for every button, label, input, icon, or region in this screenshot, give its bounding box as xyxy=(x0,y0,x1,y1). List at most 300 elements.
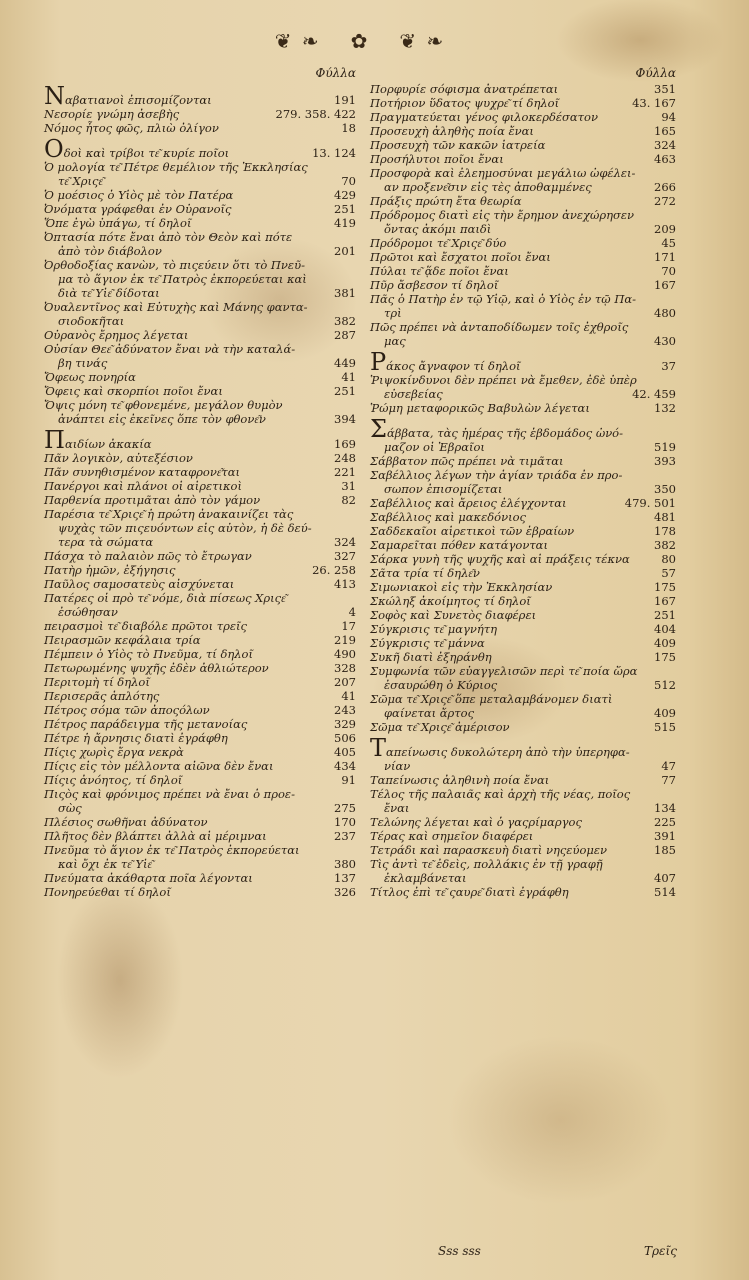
page-number: 170 xyxy=(334,815,356,829)
page-number: 419 xyxy=(334,216,356,230)
entry-text: Προσευχὴ τῶν κακῶν ἰατρεία xyxy=(370,138,546,152)
entry-text xyxy=(370,734,676,762)
entry-text: Πᾶς ὁ Πατὴρ ἐν τῷ Υἱῷ, καὶ ὁ Υἱὸς ἐν τῷ Πα- xyxy=(370,292,636,306)
section-initial: Τ xyxy=(370,734,387,762)
entry-text: Οὐσίαν Θεε͂ ἀδύνατον ἔναι νὰ τὴν καταλά- xyxy=(44,342,296,356)
page-number: 37 xyxy=(661,359,676,373)
page-number: 94 xyxy=(661,110,676,124)
page-number: 42. 459 xyxy=(632,387,676,401)
page-number: 326 xyxy=(334,885,356,899)
entry-text xyxy=(44,426,334,454)
index-entry xyxy=(370,524,676,538)
index-entry xyxy=(44,801,356,815)
index-entry xyxy=(44,356,356,370)
index-entry xyxy=(44,871,356,885)
index-entry xyxy=(44,703,356,717)
page-number: 41 xyxy=(341,689,356,703)
page-number: 512 xyxy=(654,678,676,692)
index-entry xyxy=(44,328,356,342)
index-entry xyxy=(370,580,676,594)
page-number: 80 xyxy=(661,552,676,566)
page-number: 393 xyxy=(654,454,676,468)
index-entry xyxy=(44,479,356,493)
entry-text: Τέλος τῆς παλαιᾶς καὶ ἀρχὴ τῆς νέας, ποῖος xyxy=(370,787,631,801)
page-number: 251 xyxy=(334,384,356,398)
entry-text: Πνεῦμα τὸ ἅγιον ἐκ τε͂ Πατρὸς ἐκπορεύεται xyxy=(44,843,300,857)
index-entry xyxy=(44,773,356,787)
page-number: 70 xyxy=(661,264,676,278)
entry-text: Νόμος ἦτος φῶς, πλιὼ ὀλίγον xyxy=(44,121,219,135)
index-entry xyxy=(370,110,676,124)
entry-text: Πορφυρίε σόφισμα ἀνατρέπεται xyxy=(370,82,559,96)
page-number: 167 xyxy=(654,594,676,608)
index-entry xyxy=(370,552,676,566)
page-number: 327 xyxy=(334,549,356,563)
index-entry xyxy=(44,675,356,689)
entry-text: αν προξενε͂σιν εἰς τὲς ἀποθαμμένες xyxy=(384,180,592,194)
entry-text-rest: άκος ἄγναφον τί δηλοῖ xyxy=(386,359,521,373)
page-number: 201 xyxy=(334,244,356,258)
entry-text: μας xyxy=(384,334,406,348)
page-number: 324 xyxy=(654,138,676,152)
page-number: 381 xyxy=(334,286,356,300)
entry-text: Ὁ μοέσιος ὁ Υἱὸς μὲ τὸν Πατέρα xyxy=(44,188,234,202)
entry-text: Σαδδεκαῖοι αἱρετικοὶ τῶν ἑβραίων xyxy=(370,524,575,538)
entry-text: Πειρασμῶν κεφάλαια τρία xyxy=(44,633,201,647)
page-number: 514 xyxy=(654,885,676,899)
entry-text xyxy=(44,135,312,163)
page-number: 405 xyxy=(334,745,356,759)
index-entry xyxy=(44,384,356,398)
index-entry xyxy=(370,773,676,787)
entry-text: Σάρκα γυνὴ τῆς ψυχῆς καὶ αἱ πράξεις τέκνα xyxy=(370,552,630,566)
page-number: 506 xyxy=(334,731,356,745)
index-entry xyxy=(44,535,356,549)
page-number: 324 xyxy=(334,535,356,549)
index-entry xyxy=(370,348,676,376)
entry-text-rest: άββατα, τὰς ἡμέρας τῆς ἑβδομάδος ὠνό- xyxy=(386,426,623,440)
entry-text xyxy=(370,415,676,443)
entry-text: Προσφορὰ καὶ ἐλεημοσύναι μεγάλιω ὠφέλει- xyxy=(370,166,636,180)
page-number: 165 xyxy=(654,124,676,138)
index-entry xyxy=(370,759,676,773)
entry-text: Πᾶν συνηθισμένον καταφρονε͂ται xyxy=(44,465,240,479)
index-entry xyxy=(44,300,356,314)
index-entry xyxy=(44,272,356,286)
page-number: 43. 167 xyxy=(632,96,676,110)
index-entry xyxy=(44,647,356,661)
index-entry xyxy=(370,208,676,222)
page-number: 41 xyxy=(341,370,356,384)
index-entry xyxy=(44,885,356,899)
entry-text: Πρόδρομοι τε͂ Χριςε͂ δύο xyxy=(370,236,507,250)
index-column-left xyxy=(44,64,356,899)
entry-text: Ὁ μολογία τε͂ Πέτρε θεμέλιον τῆς Ἐκκλησίας xyxy=(44,160,308,174)
index-entry xyxy=(44,121,356,135)
page-number: 175 xyxy=(654,580,676,594)
entry-text: Σύγκρισις τε͂ μαγνήτη xyxy=(370,622,498,636)
page-number: 272 xyxy=(654,194,676,208)
page-number: 407 xyxy=(654,871,676,885)
page-number: 47 xyxy=(661,759,676,773)
column-header: Φύλλα xyxy=(315,66,356,80)
entry-text: μα τὸ ἅγιον ἐκ τε͂ Πατρὸς ἐκπορεύεται καὶ xyxy=(58,272,307,286)
entry-text: Ὅπε ἐγὼ ὑπάγω, τί δηλοῖ xyxy=(44,216,192,230)
page-number: 350 xyxy=(654,482,676,496)
index-entry xyxy=(44,314,356,328)
index-entry xyxy=(44,521,356,535)
index-entry xyxy=(370,566,676,580)
ornament-right-icon: ❦ ❧ xyxy=(399,29,446,53)
index-entry xyxy=(44,493,356,507)
entry-text: Προσευχὴ ἀληθὴς ποία ἔναι xyxy=(370,124,534,138)
entry-text: Πῦρ ἄσβεσον τί δηλοῖ xyxy=(370,278,499,292)
entry-text: Νεσορίε γνώμη ἀσεβὴς xyxy=(44,107,180,121)
page-number: 519 xyxy=(654,440,676,454)
entry-text: Πρόδρομος διατὶ εἰς τὴν ἔρημον ἀνεχώρησεν xyxy=(370,208,635,222)
entry-text: Πλῆτος δὲν βλάπτει ἀλλὰ αἱ μέριμναι xyxy=(44,829,267,843)
entry-text: Περισερᾶς ἁπλότης xyxy=(44,689,160,703)
section-initial: Ν xyxy=(44,82,65,110)
entry-text: Πίςις χωρὶς ἔργα νεκρὰ xyxy=(44,745,184,759)
index-entry xyxy=(370,401,676,415)
index-entry xyxy=(370,815,676,829)
index-entry xyxy=(370,706,676,720)
entry-text: ἔναι xyxy=(384,801,410,815)
index-entry xyxy=(44,815,356,829)
entry-text: Σαβέλλιος καὶ μακεδόνιος xyxy=(370,510,526,524)
index-entry xyxy=(370,264,676,278)
index-entry xyxy=(44,605,356,619)
entry-text: Σῶμα τε͂ Χριςε͂ ἀμέρισον xyxy=(370,720,510,734)
page-number: 31 xyxy=(341,479,356,493)
page-number: 266 xyxy=(654,180,676,194)
entry-text: Πίςις εἰς τὸν μέλλοντα αἰῶνα δὲν ἔναι xyxy=(44,759,274,773)
index-entry xyxy=(44,857,356,871)
page-number: 479. 501 xyxy=(624,496,676,510)
page-number: 429 xyxy=(334,188,356,202)
page-number: 70 xyxy=(341,174,356,188)
index-entry xyxy=(44,370,356,384)
entry-text: Συμφωνία τῶν εὐαγγελισῶν περὶ τε͂ ποία ὥρα xyxy=(370,664,638,678)
page-number: 13. 124 xyxy=(312,146,356,160)
page-number: 171 xyxy=(654,250,676,264)
index-entry xyxy=(370,373,676,387)
index-entry xyxy=(44,107,356,121)
entry-text-rest: αιδίων ἀκακία xyxy=(64,437,152,451)
index-entry xyxy=(44,661,356,675)
entry-text-rest: απείνωσις δυκολώτερη ἀπὸ τὴν ὑπερηφα- xyxy=(386,745,630,759)
index-entry xyxy=(370,236,676,250)
section-initial: Ρ xyxy=(370,348,387,376)
entry-text: ἀνάπτει εἰς ἐκεῖνες ὅπε τὸν φθονε͂ν xyxy=(58,412,266,426)
entry-text: Σοφὸς καὶ Συνετὸς διαφέρει xyxy=(370,608,537,622)
entry-text: Ὀρθοδοξίας κανὼν, τὸ πιςεύειν ὅτι τὸ Πνεῦ- xyxy=(44,258,305,272)
entry-text: Προσήλυτοι ποῖοι ἔναι xyxy=(370,152,504,166)
page-number: 391 xyxy=(654,829,676,843)
entry-text: Ῥιψοκίνδυνοι δὲν πρέπει νὰ ἔμεθεν, ἐδὲ ὑπὲρ xyxy=(370,373,637,387)
entry-text: ἐκλαμβάνεται xyxy=(384,871,467,885)
page-number: 169 xyxy=(334,437,356,451)
index-entry xyxy=(370,180,676,194)
page-number: 481 xyxy=(654,510,676,524)
entry-text: νίαν xyxy=(384,759,411,773)
entry-text: Πνεύματα ἀκάθαρτα ποῖα λέγονται xyxy=(44,871,253,885)
entry-text: Ῥώμη μεταφορικῶς Βαβυλὼν λέγεται xyxy=(370,401,590,415)
entry-text: τρὶ xyxy=(384,306,402,320)
catchword: Τρεῖς xyxy=(644,1244,677,1258)
page-number: 237 xyxy=(334,829,356,843)
page-number: 515 xyxy=(654,720,676,734)
entry-text: Ὀυαλεντῖνος καὶ Εὐτυχὴς καὶ Μάνης φαντα- xyxy=(44,300,308,314)
index-entry xyxy=(44,689,356,703)
index-entry xyxy=(44,759,356,773)
index-entry xyxy=(370,166,676,180)
index-entry xyxy=(370,96,676,110)
entry-text: τερα τὰ σώματα xyxy=(58,535,154,549)
entry-text: Σιμωνιακοὶ εἰς τὴν Ἐκκλησίαν xyxy=(370,580,553,594)
page-number: 382 xyxy=(334,314,356,328)
index-entry xyxy=(370,801,676,815)
entry-text: ὄντας ἀκόμι παιδὶ xyxy=(384,222,492,236)
page-number: 404 xyxy=(654,622,676,636)
index-entry xyxy=(370,124,676,138)
index-entry xyxy=(44,549,356,563)
entry-text: διὰ τε͂ Υἱε͂ δίδοται xyxy=(58,286,160,300)
entry-list xyxy=(370,82,676,899)
entry-text-rest: αβατιανοὶ ἐπισομίζονται xyxy=(65,93,212,107)
index-entry xyxy=(370,857,676,871)
entry-text: Πλέσιος σωθῆναι ἀδύνατον xyxy=(44,815,208,829)
entry-text: Τίτλος ἐπὶ τε͂ ςαυρε͂ διατὶ ἐγράφθη xyxy=(370,885,569,899)
index-entry xyxy=(370,594,676,608)
entry-text: Σῶμα τε͂ Χριςε͂ ὅπε μεταλαμβάνομεν διατὶ xyxy=(370,692,613,706)
page-number: 91 xyxy=(341,773,356,787)
page-number: 480 xyxy=(654,306,676,320)
entry-text: Ταπείνωσις ἀληθινὴ ποία ἔναι xyxy=(370,773,550,787)
entry-text: Τέρας καὶ σημεῖον διαφέρει xyxy=(370,829,534,843)
page-number: 207 xyxy=(334,675,356,689)
page-number: 17 xyxy=(341,619,356,633)
entry-text: σὼς xyxy=(58,801,82,815)
entry-text: σιοδοκῆται xyxy=(58,314,125,328)
index-entry xyxy=(370,538,676,552)
index-entry xyxy=(44,563,356,577)
entry-text: πειρασμοὶ τε͂ διαβόλε πρῶτοι τρεῖς xyxy=(44,619,248,633)
page-number: 185 xyxy=(654,843,676,857)
entry-text: Πέτρος σόμα τῶν ἀποςόλων xyxy=(44,703,210,717)
entry-text: Σύγκρισις τε͂ μάννα xyxy=(370,636,485,650)
entry-text: ἐσώθησαν xyxy=(58,605,118,619)
index-entry xyxy=(44,591,356,605)
index-entry xyxy=(44,258,356,272)
entry-text: καὶ ὄχι ἐκ τε͂ Υἱε͂ xyxy=(58,857,153,871)
index-entry xyxy=(370,82,676,96)
entry-text: Πίςις ἀνόητος, τί δηλοῖ xyxy=(44,773,183,787)
page-number: 45 xyxy=(661,236,676,250)
page-number: 351 xyxy=(654,82,676,96)
entry-text: Οὐρανὸς ἔρημος λέγεται xyxy=(44,328,189,342)
index-entry xyxy=(370,787,676,801)
entry-text: Πράξις πρώτη ἔτα θεωρία xyxy=(370,194,522,208)
entry-text: Πάσχα τὸ παλαιὸν πῶς τὸ ἔτρωγαν xyxy=(44,549,252,563)
index-entry xyxy=(370,720,676,734)
entry-text: Σαμαρεῖται πόθεν κατάγονται xyxy=(370,538,548,552)
index-entry xyxy=(370,664,676,678)
entry-text: Ὀπτασία πότε ἔναι ἀπὸ τὸν Θεὸν καὶ πότε xyxy=(44,230,293,244)
entry-text: Πρῶτοι καὶ ἔσχατοι ποῖοι ἔναι xyxy=(370,250,551,264)
page-number: 380 xyxy=(334,857,356,871)
index-entry xyxy=(370,320,676,334)
page-number: 430 xyxy=(654,334,676,348)
entry-text: Παρέσια τε͂ Χριςε͂ ἡ πρώτη ἀνακαινίζει τὰς xyxy=(44,507,294,521)
entry-text: Πέτρε ἡ ἄρνησις διατὶ ἐγράφθη xyxy=(44,731,228,745)
entry-text: Πιςὸς καὶ φρόνιμος πρέπει νὰ ἔναι ὁ προε- xyxy=(44,787,295,801)
index-entry xyxy=(44,174,356,188)
index-entry xyxy=(370,468,676,482)
page-number: 77 xyxy=(661,773,676,787)
index-column-right xyxy=(370,64,676,899)
page-number: 275 xyxy=(334,801,356,815)
page-number: 243 xyxy=(334,703,356,717)
entry-text: Πονηρεύεθαι τί δηλοῖ xyxy=(44,885,171,899)
page-number: 328 xyxy=(334,661,356,675)
page-number: 134 xyxy=(654,801,676,815)
index-entry xyxy=(370,334,676,348)
page-number: 132 xyxy=(654,401,676,415)
entry-text: Τὶς ἀντὶ τε͂ ἐδεὶς, πολλάκις ἐν τῇ γραφῇ xyxy=(370,857,603,871)
page-number: 463 xyxy=(654,152,676,166)
index-entry xyxy=(370,306,676,320)
page-number: 329 xyxy=(334,717,356,731)
index-entry xyxy=(44,451,356,465)
header-ornament xyxy=(260,28,460,54)
entry-text: ἀπὸ τὸν διάβολον xyxy=(58,244,162,258)
index-entry xyxy=(370,482,676,496)
page-number: 18 xyxy=(341,121,356,135)
index-entry xyxy=(44,843,356,857)
entry-text: Πύλαι τε͂ ᾅδε ποῖοι ἔναι xyxy=(370,264,509,278)
entry-text: Πετωρωμένης ψυχῆς ἐδὲν ἀθλιώτερον xyxy=(44,661,269,675)
index-entry xyxy=(44,412,356,426)
page-number: 434 xyxy=(334,759,356,773)
ornament-center-icon: ✿ xyxy=(350,29,370,53)
index-entry xyxy=(44,342,356,356)
page-number: 137 xyxy=(334,871,356,885)
entry-text: Ὄψις μόνη τε͂ φθονεμένε, μεγάλον θυμὸν xyxy=(44,398,283,412)
entry-text: Πέμπειν ὁ Υἱὸς τὸ Πνεῦμα, τί δηλοῖ xyxy=(44,647,253,661)
entry-text: Πῶς πρέπει νὰ ἀνταποδίδωμεν τοῖς ἐχθροῖς xyxy=(370,320,629,334)
section-initial: Σ xyxy=(370,415,387,443)
index-entry xyxy=(370,152,676,166)
index-entry xyxy=(44,216,356,230)
index-entry xyxy=(370,496,676,510)
section-initial: Ο xyxy=(44,135,64,163)
index-entry xyxy=(370,678,676,692)
entry-text: ψυχὰς τῶν πιςευόντων εἰς αὐτὸν, ἡ δὲ δεύ- xyxy=(58,521,312,535)
index-entry xyxy=(44,787,356,801)
entry-text: Συκῆ διατὶ ἐξηράνθη xyxy=(370,650,492,664)
index-entry xyxy=(370,194,676,208)
index-entry xyxy=(44,244,356,258)
entry-text: Πανέργοι καὶ πλάνοι οἱ αἱρετικοὶ xyxy=(44,479,242,493)
index-entry xyxy=(44,188,356,202)
page-number: 248 xyxy=(334,451,356,465)
page-number: 279. 358. 422 xyxy=(275,107,356,121)
index-entry xyxy=(44,230,356,244)
entry-text: Περιτομὴ τί δηλοῖ xyxy=(44,675,150,689)
page-number: 219 xyxy=(334,633,356,647)
entry-text xyxy=(44,82,334,110)
ornament-left-icon: ❦ ❧ xyxy=(274,29,321,53)
entry-text: Πέτρος παράδειγμα τῆς μετανοίας xyxy=(44,717,248,731)
entry-text: Ὀνόματα γράφεθαι ἐν Οὐρανοῖς xyxy=(44,202,232,216)
entry-text: βη τινάς xyxy=(58,356,108,370)
index-entry xyxy=(44,398,356,412)
index-entry xyxy=(370,734,676,762)
index-entry xyxy=(44,577,356,591)
page-number: 394 xyxy=(334,412,356,426)
index-entry xyxy=(370,692,676,706)
entry-text: σωπον ἐπισομίζεται xyxy=(384,482,503,496)
index-entry xyxy=(44,745,356,759)
page-number: 225 xyxy=(654,815,676,829)
entry-list xyxy=(44,82,356,899)
page-number: 409 xyxy=(654,706,676,720)
index-entry xyxy=(370,138,676,152)
entry-text: φαίνεται ἄρτος xyxy=(384,706,475,720)
page-number: 191 xyxy=(334,93,356,107)
page-number: 382 xyxy=(654,538,676,552)
index-entry xyxy=(370,829,676,843)
entry-text: Παῦλος σαμοσατεὺς αἰσχύνεται xyxy=(44,577,235,591)
page-number: 178 xyxy=(654,524,676,538)
page-number: 449 xyxy=(334,356,356,370)
entry-text xyxy=(370,348,661,376)
entry-text: τε͂ Χριςε͂ xyxy=(58,174,103,188)
entry-text: Σκώληξ ἀκοίμητος τί δηλοῖ xyxy=(370,594,531,608)
page-number: 4 xyxy=(348,605,356,619)
page-number: 490 xyxy=(334,647,356,661)
entry-text: Σαβέλλιος καὶ ἄρειος ἐλέγχονται xyxy=(370,496,567,510)
entry-text: Πατὴρ ἡμῶν, ἐξήγησις xyxy=(44,563,176,577)
index-entry xyxy=(370,250,676,264)
index-entry xyxy=(44,82,356,110)
index-entry xyxy=(44,507,356,521)
index-entry xyxy=(370,415,676,443)
index-entry xyxy=(370,387,676,401)
index-entry xyxy=(370,636,676,650)
page-number: 409 xyxy=(654,636,676,650)
entry-text: Πᾶν λογικὸν, αὐτεξέσιον xyxy=(44,451,193,465)
index-entry xyxy=(370,510,676,524)
entry-text: Σάββατον πῶς πρέπει νὰ τιμᾶται xyxy=(370,454,564,468)
index-entry xyxy=(44,619,356,633)
entry-text: Πραγματεύεται γένος φιλοκερδέσατον xyxy=(370,110,598,124)
entry-text-rest: δοὶ καὶ τρίβοι τε͂ κυρίε ποῖοι xyxy=(63,146,230,160)
index-entry xyxy=(370,440,676,454)
entry-text: Σαβέλλιος λέγων τὴν ἁγίαν τριάδα ἐν προ- xyxy=(370,468,623,482)
page-number: 82 xyxy=(341,493,356,507)
index-entry xyxy=(370,278,676,292)
page-number: 26. 258 xyxy=(312,563,356,577)
index-entry xyxy=(370,608,676,622)
index-entry xyxy=(44,202,356,216)
entry-text: ἐσαυρώθη ὁ Κύριος xyxy=(384,678,498,692)
index-entry xyxy=(370,843,676,857)
page-number: 287 xyxy=(334,328,356,342)
page-number: 57 xyxy=(661,566,676,580)
